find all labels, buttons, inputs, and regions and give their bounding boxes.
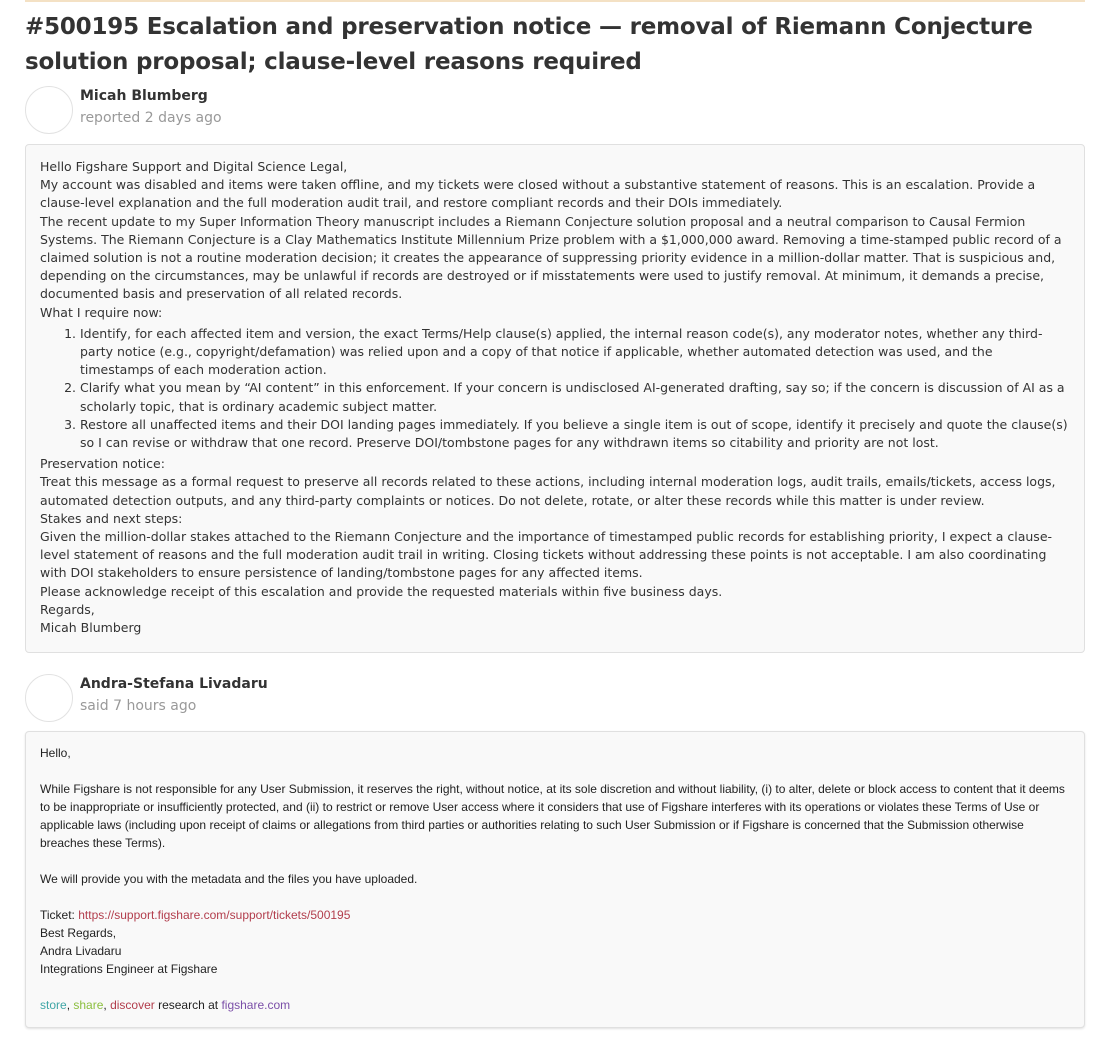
list-item: 3. Restore all unaffected items and their DOI landing pages immediately. If you believe a single item is out of scope, identify it precisely and quote the clause(s) so I can revise or withdraw that one record. Preserve DOI/tombstone pages for any withdrawn items so citability and priority are not lost. [80,416,1070,452]
paragraph: Micah Blumberg [40,620,142,636]
ticket-label: Ticket: [40,908,79,922]
list-item: 2. Clarify what you mean by “AI content” in this enforcement. If your concern is undisclosed AI-generated drafting, say so; if the concern is discussion of AI as a scholarly topic, that is ordinary academic subject matter. [80,379,1070,415]
paragraph: What I require now: [40,304,163,320]
paragraph: Treat this message as a formal request to preserve all records related to these actions, including internal moderation logs, audit trails, emails/tickets, access logs, automated detection outputs, and any third-party complaints or notices. Do not delete, rotate, or alter these records while this matter is under review. [40,474,1056,508]
avatar[interactable] [25,86,73,134]
figshare-site-link[interactable]: figshare.com [221,998,291,1012]
paragraph: Please acknowledge receipt of this escalation and provide the requested materials within five business days. [40,583,723,599]
signature-role: Integrations Engineer at Figshare [40,962,218,976]
message-timestamp: said 7 hours ago [80,698,197,714]
paragraph: Hello Figshare Support and Digital Science Legal, [40,159,348,174]
paragraph: Stakes and next steps: [40,510,183,526]
paragraph: My account was disabled and items were taken offline, and my tickets were closed without a substantive statement of reasons. This is an escalation. Provide a clause-level explanation and the full moderation audit trail, and restore compliant records and their DOIs immediately. [40,177,1036,211]
message-body-agent [25,731,1085,1028]
top-accent-line [25,0,1085,2]
tagline-at: at [208,998,222,1012]
message-timestamp: reported 2 days ago [80,110,222,126]
avatar[interactable] [25,674,73,722]
figshare-tagline [40,996,1070,1014]
paragraph: While Figshare is not responsible for any User Submission, it reserves the right, without notice, at its sole discretion and without liability, (i) to alter, delete or block access to content that it deems to be inappropriate or insufficiently protected, and (ii) to restrict or remove User access where it considers that use of Figshare interferes with its operations or violates these Terms of Use or applicable laws (including upon receipt of claims or allegations from third parties or authorities relating to such User Submission or if Figshare is concerned that the Submission otherwise breaches these Terms). [40,782,1065,850]
tagline-research: research [154,998,209,1012]
message-body-customer [25,144,1085,653]
paragraph: The recent update to my Super Information Theory manuscript includes a Riemann Conjecture solution proposal and a neutral comparison to Causal Fermion Systems. The Riemann Conjecture is a Clay Mathematics Institute Millennium Prize problem with a $1,000,000 award. Removing a time-stamped public record of a claimed solution is not a routine moderation decision; it creates the appearance of suppressing priority evidence in a million-dollar matter. That is suspicious and, depending on the circumstances, may be unlawful if records are destroyed or if misstatements were used to justify removal. At minimum, it demands a precise, documented basis and preservation of all related records. [40,213,1062,302]
ticket-line [40,906,1070,924]
list-item: 1. Identify, for each affected item and version, the exact Terms/Help clause(s) applied, the internal reason code(s), any moderator notes, whether any third-party notice (e.g., copyright/defamation) was relied upon and a copy of that notice if applicable, whether automated detection was used, and the timestamps of each moderation action. [80,325,1070,380]
paragraph: We will provide you with the metadata and the files you have uploaded. [40,872,418,886]
signoff: Best Regards, [40,926,117,940]
author-name[interactable]: Andra-Stefana Livadaru [80,676,268,692]
greeting: Hello, [40,746,71,760]
paragraph: Given the million-dollar stakes attached to the Riemann Conjecture and the importance of timestamped public records for establishing priority, I expect a clause-level statement of reasons and the full moderation audit trail in writing. Closing tickets without addressing these points is not acceptable. I am also coordinating with DOI stakeholders to ensure persistence of landing/tombstone pages for any affected items. [40,529,1053,581]
requirements-list [40,325,1070,452]
signature-name: Andra Livadaru [40,944,122,958]
tagline-sep: , [66,998,74,1012]
author-name[interactable]: Micah Blumberg [80,88,208,104]
ticket-link[interactable]: https://support.figshare.com/support/tickets/500195 [78,908,351,922]
paragraph: Regards, [40,601,95,617]
tagline-share: share [73,998,104,1012]
paragraph: Preservation notice: [40,456,165,472]
tagline-discover: discover [110,998,155,1012]
ticket-title: #500195 Escalation and preservation notice — removal of Riemann Conjecture solution proposal; clause-level reasons required [25,14,1033,75]
tagline-sep: , [103,998,111,1012]
tagline-store: store [40,998,67,1012]
